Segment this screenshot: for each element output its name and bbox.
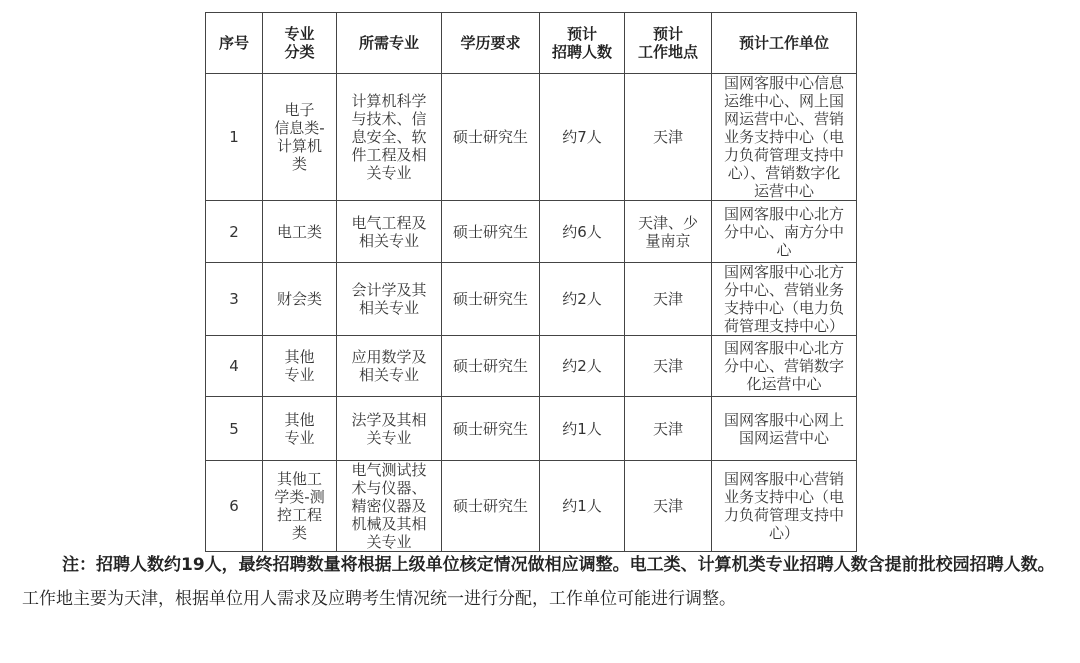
cell-location: 天津: [625, 461, 712, 552]
cell-category: 其他工 学类-测 控工程 类: [263, 461, 337, 552]
cell-education: 硕士研究生: [442, 397, 540, 461]
cell-major: 会计学及其 相关专业: [337, 263, 442, 336]
cell-major: 应用数学及 相关专业: [337, 336, 442, 397]
cell-index: 6: [206, 461, 263, 552]
cell-education: 硕士研究生: [442, 336, 540, 397]
cell-location: 天津: [625, 74, 712, 201]
cell-category: 其他 专业: [263, 336, 337, 397]
header-unit: 预计工作单位: [712, 13, 857, 74]
cell-index: 2: [206, 201, 263, 263]
cell-location: 天津: [625, 263, 712, 336]
header-location: 预计 工作地点: [625, 13, 712, 74]
cell-unit: 国网客服中心北方 分中心、南方分中 心: [712, 201, 857, 263]
cell-education: 硕士研究生: [442, 263, 540, 336]
note-bold-text: 注：招聘人数约19人，最终招聘数量将根据上级单位核定情况做相应调整。电工类、计算机类专业招聘人数含提前批校园招聘人数。: [62, 555, 1055, 575]
table-row: [206, 397, 857, 461]
table-row: [206, 74, 857, 201]
cell-location: 天津: [625, 397, 712, 461]
header-index: 序号: [206, 13, 263, 74]
cell-unit: 国网客服中心营销 业务支持中心（电 力负荷管理支持中 心）: [712, 461, 857, 552]
cell-category: 财会类: [263, 263, 337, 336]
table-header-row: [206, 13, 857, 74]
cell-unit: 国网客服中心北方 分中心、营销数字 化运营中心: [712, 336, 857, 397]
cell-headcount: 约1人: [540, 461, 625, 552]
cell-location: 天津: [625, 336, 712, 397]
note-normal-text: 工作地主要为天津，根据单位用人需求及应聘考生情况统一进行分配，工作单位可能进行调整。: [22, 589, 736, 609]
cell-major: 计算机科学 与技术、信 息安全、软 件工程及相 关专业: [337, 74, 442, 201]
cell-education: 硕士研究生: [442, 74, 540, 201]
cell-index: 3: [206, 263, 263, 336]
cell-index: 4: [206, 336, 263, 397]
cell-major: 电气工程及 相关专业: [337, 201, 442, 263]
cell-category: 其他 专业: [263, 397, 337, 461]
table-row: [206, 201, 857, 263]
cell-major: 法学及其相 关专业: [337, 397, 442, 461]
cell-education: 硕士研究生: [442, 201, 540, 263]
cell-category: 电工类: [263, 201, 337, 263]
cell-index: 1: [206, 74, 263, 201]
recruitment-note: [22, 548, 1067, 616]
cell-education: 硕士研究生: [442, 461, 540, 552]
cell-category: 电子 信息类- 计算机 类: [263, 74, 337, 201]
header-headcount: 预计 招聘人数: [540, 13, 625, 74]
table-row: [206, 461, 857, 552]
cell-major: 电气测试技 术与仪器、 精密仪器及 机械及其相 关专业: [337, 461, 442, 552]
cell-headcount: 约1人: [540, 397, 625, 461]
cell-index: 5: [206, 397, 263, 461]
header-education: 学历要求: [442, 13, 540, 74]
cell-location: 天津、少 量南京: [625, 201, 712, 263]
header-category: 专业 分类: [263, 13, 337, 74]
table-row: [206, 263, 857, 336]
cell-headcount: 约7人: [540, 74, 625, 201]
cell-headcount: 约2人: [540, 263, 625, 336]
cell-unit: 国网客服中心北方 分中心、营销业务 支持中心（电力负 荷管理支持中心）: [712, 263, 857, 336]
cell-unit: 国网客服中心信息 运维中心、网上国 网运营中心、营销 业务支持中心（电 力负荷管理支持中 心）、营销数字化 运营中心: [712, 74, 857, 201]
header-major: 所需专业: [337, 13, 442, 74]
cell-headcount: 约6人: [540, 201, 625, 263]
cell-headcount: 约2人: [540, 336, 625, 397]
recruitment-table: [205, 12, 857, 552]
cell-unit: 国网客服中心网上 国网运营中心: [712, 397, 857, 461]
table-row: [206, 336, 857, 397]
